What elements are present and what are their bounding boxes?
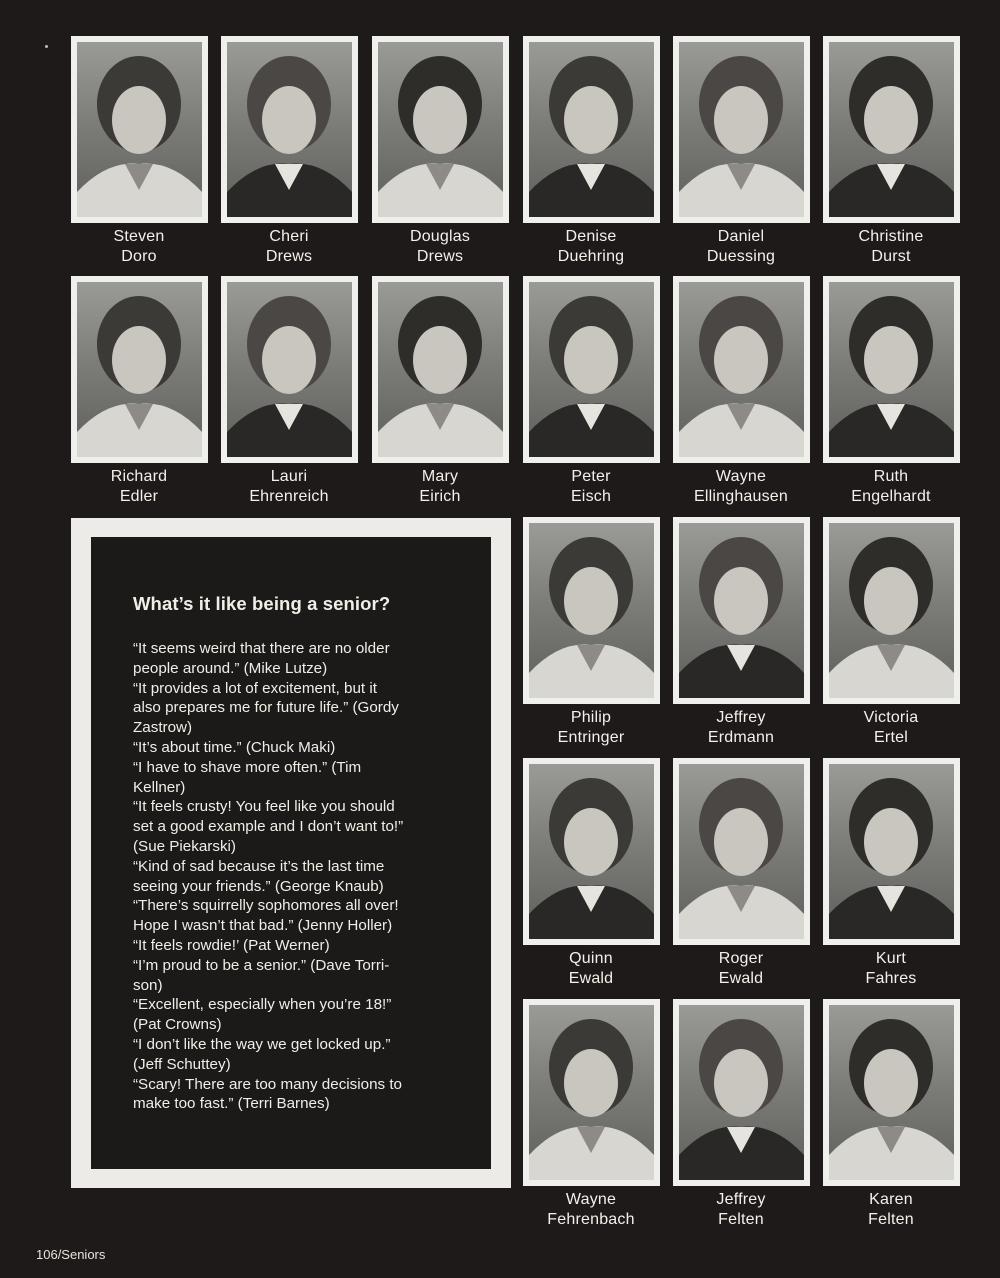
quote-line: “I’m proud to be a senior.” (Dave Torri- bbox=[133, 956, 390, 974]
last-name: Ewald bbox=[568, 970, 614, 987]
senior-name bbox=[511, 227, 671, 267]
senior-name bbox=[511, 949, 671, 989]
portrait-silhouette bbox=[829, 1005, 954, 1180]
portrait-photo bbox=[823, 999, 960, 1186]
last-name: Entringer bbox=[557, 729, 625, 746]
senior-name bbox=[661, 467, 821, 507]
portrait-image bbox=[378, 42, 503, 217]
last-name: Durst bbox=[871, 248, 911, 265]
portrait-image bbox=[829, 523, 954, 698]
senior-name bbox=[661, 949, 821, 989]
portrait-image bbox=[378, 282, 503, 457]
quote-line: (Pat Crowns) bbox=[133, 1016, 222, 1034]
first-name: Daniel bbox=[717, 228, 765, 245]
portrait-image bbox=[829, 1005, 954, 1180]
portrait-photo bbox=[673, 517, 810, 704]
quote-box bbox=[91, 537, 491, 1169]
portrait-photo bbox=[71, 36, 208, 223]
last-name: Ehrenreich bbox=[249, 488, 329, 505]
first-name: Jeffrey bbox=[716, 709, 766, 726]
portrait-photo bbox=[673, 276, 810, 463]
first-name: Mary bbox=[421, 468, 459, 485]
portrait-photo bbox=[523, 276, 660, 463]
quote-line: Hope I wasn’t that bad.” (Jenny Holler) bbox=[133, 917, 393, 935]
first-name: Wayne bbox=[715, 468, 767, 485]
last-name: Eisch bbox=[570, 488, 612, 505]
portrait-image bbox=[227, 282, 352, 457]
portrait-photo bbox=[823, 276, 960, 463]
quote-line: “It’s about time.” (Chuck Maki) bbox=[133, 738, 336, 756]
last-name: Engelhardt bbox=[851, 488, 931, 505]
quote-line: seeing your friends.” (George Knaub) bbox=[133, 877, 384, 895]
first-name: Christine bbox=[858, 228, 924, 245]
portrait-silhouette bbox=[227, 282, 352, 457]
portrait-image bbox=[679, 523, 804, 698]
last-name: Duessing bbox=[706, 248, 776, 265]
first-name: Richard bbox=[110, 468, 168, 485]
senior-name bbox=[511, 467, 671, 507]
quote-line: “It provides a lot of excitement, but it bbox=[133, 679, 377, 697]
senior-name bbox=[360, 227, 520, 267]
first-name: Ruth bbox=[873, 468, 909, 485]
portrait-image bbox=[529, 764, 654, 939]
first-name: Douglas bbox=[409, 228, 471, 245]
senior-name bbox=[209, 227, 369, 267]
portrait-image bbox=[679, 42, 804, 217]
quote-line: “It feels crusty! You feel like you should bbox=[133, 798, 395, 816]
senior-name bbox=[811, 1190, 971, 1230]
quote-line: “I have to shave more often.” (Tim bbox=[133, 758, 362, 776]
portrait-image bbox=[77, 42, 202, 217]
page-footer: 106/Seniors bbox=[36, 1247, 106, 1262]
quote-line: “Scary! There are too many decisions to bbox=[133, 1075, 402, 1093]
portrait-image bbox=[529, 282, 654, 457]
last-name: Ewald bbox=[718, 970, 764, 987]
portrait-silhouette bbox=[829, 282, 954, 457]
quote-line: “There’s squirrelly sophomores all over! bbox=[133, 897, 399, 915]
last-name: Ellinghausen bbox=[693, 488, 789, 505]
senior-name bbox=[811, 708, 971, 748]
portrait-image bbox=[829, 42, 954, 217]
senior-name bbox=[59, 467, 219, 507]
last-name: Eirich bbox=[419, 488, 461, 505]
portrait-photo bbox=[523, 999, 660, 1186]
last-name: Edler bbox=[119, 488, 159, 505]
speck bbox=[45, 45, 48, 48]
senior-name bbox=[811, 467, 971, 507]
portrait-image bbox=[77, 282, 202, 457]
quote-panel bbox=[71, 518, 511, 1188]
senior-name bbox=[59, 227, 219, 267]
first-name: Cheri bbox=[269, 228, 309, 245]
quote-line: “It seems weird that there are no older bbox=[133, 640, 390, 657]
first-name: Wayne bbox=[565, 1191, 617, 1208]
quote-line: also prepares me for future life.” (Gordy bbox=[133, 699, 399, 717]
portrait-image bbox=[829, 282, 954, 457]
senior-name bbox=[209, 467, 369, 507]
quote-line: (Sue Piekarski) bbox=[133, 837, 236, 855]
portrait-silhouette bbox=[829, 42, 954, 217]
portrait-silhouette bbox=[529, 1005, 654, 1180]
portrait-photo bbox=[523, 36, 660, 223]
first-name: Denise bbox=[565, 228, 617, 245]
portrait-photo bbox=[221, 276, 358, 463]
portrait-silhouette bbox=[829, 764, 954, 939]
first-name: Philip bbox=[570, 709, 612, 726]
last-name: Felten bbox=[868, 1211, 914, 1228]
senior-name bbox=[811, 949, 971, 989]
first-name: Quinn bbox=[569, 950, 613, 967]
portrait-silhouette bbox=[679, 1005, 804, 1180]
first-name: Victoria bbox=[863, 709, 919, 726]
quote-line: set a good example and I don’t want to!” bbox=[133, 818, 404, 836]
quote-title: What’s it like being a senior? bbox=[133, 593, 391, 614]
quote-lines bbox=[133, 639, 449, 1114]
last-name: Fahres bbox=[865, 970, 917, 987]
senior-name bbox=[511, 708, 671, 748]
quote-line: Kellner) bbox=[133, 778, 186, 796]
portrait-photo bbox=[372, 36, 509, 223]
last-name: Duehring bbox=[557, 248, 625, 265]
portrait-photo bbox=[523, 758, 660, 945]
quote-line: people around.” (Mike Lutze) bbox=[133, 659, 328, 677]
quote-line: (Jeff Schuttey) bbox=[133, 1055, 231, 1073]
senior-name bbox=[811, 227, 971, 267]
quote-line: “I don’t like the way we get locked up.” bbox=[133, 1035, 391, 1053]
senior-name bbox=[661, 708, 821, 748]
portrait-image bbox=[679, 1005, 804, 1180]
portrait-silhouette bbox=[829, 523, 954, 698]
portrait-silhouette bbox=[378, 42, 503, 217]
portrait-silhouette bbox=[679, 764, 804, 939]
portrait-silhouette bbox=[77, 282, 202, 457]
quote-line: make too fast.” (Terri Barnes) bbox=[133, 1095, 330, 1113]
portrait-silhouette bbox=[529, 42, 654, 217]
first-name: Karen bbox=[869, 1191, 913, 1208]
portrait-image bbox=[227, 42, 352, 217]
first-name: Kurt bbox=[875, 950, 907, 967]
portrait-silhouette bbox=[227, 42, 352, 217]
first-name: Steven bbox=[113, 228, 165, 245]
senior-name bbox=[661, 227, 821, 267]
portrait-photo bbox=[673, 999, 810, 1186]
portrait-photo bbox=[823, 758, 960, 945]
portrait-photo bbox=[221, 36, 358, 223]
last-name: Ertel bbox=[874, 729, 908, 746]
first-name: Peter bbox=[571, 468, 611, 485]
last-name: Drews bbox=[265, 248, 313, 265]
last-name: Erdmann bbox=[707, 729, 775, 746]
portrait-silhouette bbox=[679, 282, 804, 457]
portrait-silhouette bbox=[679, 523, 804, 698]
quote-line: “It feels rowdie!’ (Pat Werner) bbox=[133, 936, 330, 954]
portrait-silhouette bbox=[679, 42, 804, 217]
senior-name bbox=[511, 1190, 671, 1230]
portrait-photo bbox=[823, 517, 960, 704]
first-name: Lauri bbox=[270, 468, 308, 485]
portrait-photo bbox=[523, 517, 660, 704]
portrait-photo bbox=[71, 276, 208, 463]
quote-line: Zastrow) bbox=[133, 719, 193, 737]
last-name: Fehrenbach bbox=[547, 1211, 635, 1228]
last-name: Doro bbox=[121, 248, 157, 265]
last-name: Felten bbox=[718, 1211, 764, 1228]
portrait-photo bbox=[673, 758, 810, 945]
quote-line: son) bbox=[133, 976, 163, 994]
first-name: Roger bbox=[718, 950, 764, 967]
portrait-silhouette bbox=[529, 282, 654, 457]
senior-name bbox=[360, 467, 520, 507]
portrait-image bbox=[679, 764, 804, 939]
portrait-image bbox=[529, 42, 654, 217]
portrait-photo bbox=[673, 36, 810, 223]
quote-line: “Excellent, especially when you’re 18!” bbox=[133, 996, 392, 1014]
portrait-photo bbox=[823, 36, 960, 223]
quote-line: “Kind of sad because it’s the last time bbox=[133, 857, 385, 875]
portrait-image bbox=[829, 764, 954, 939]
portrait-silhouette bbox=[529, 764, 654, 939]
portrait-image bbox=[529, 1005, 654, 1180]
portrait-silhouette bbox=[77, 42, 202, 217]
last-name: Drews bbox=[416, 248, 464, 265]
first-name: Jeffrey bbox=[716, 1191, 766, 1208]
portrait-image bbox=[529, 523, 654, 698]
portrait-silhouette bbox=[529, 523, 654, 698]
portrait-image bbox=[679, 282, 804, 457]
portrait-silhouette bbox=[378, 282, 503, 457]
senior-name bbox=[661, 1190, 821, 1230]
portrait-photo bbox=[372, 276, 509, 463]
